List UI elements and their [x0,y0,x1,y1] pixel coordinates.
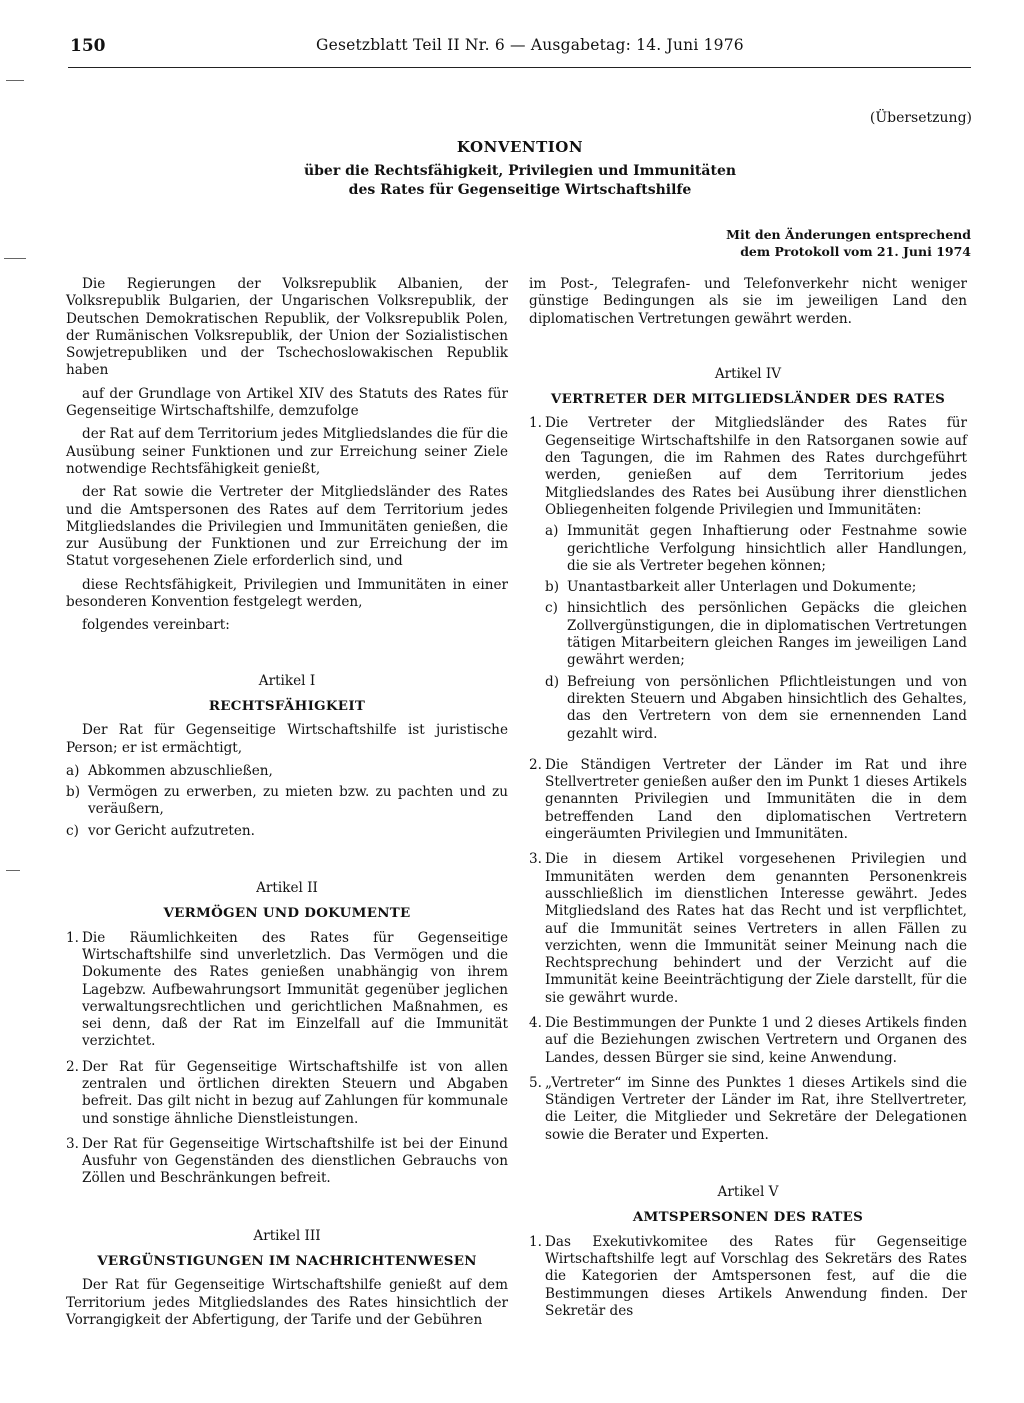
title-line-2: des Rates für Gegenseitige Wirtschaftshilfe [348,182,692,198]
margin-mark [6,80,24,81]
left-column [66,276,508,1335]
article-title: VERTRETER DER MITGLIEDSLÄNDER DES RATES [550,391,946,408]
preamble-paragraph: der Rat sowie die Vertreter der Mitgliedsländer des Rates und die Amtspersonen des Rates auf dem Territorium jedes Mitgliedslandes die Privilegien und Immunitäten genießen, die zur Ausübung der Funktionen und zur Erreichung der im Statut vorgesehenen Ziele erforderlich sind, und [66,484,508,570]
numbered-item: 3. Der Rat für Gegenseitige Wirtschaftshilfe ist bei der Einund Ausfuhr von Gegenständen des dienstlichen Gebrauchs von Zöllen und Beschränkungen befreit. [66,1135,508,1187]
list-item: a) Immunität gegen Inhaftierung oder Festnahme sowie gerichtliche Verfolgung hinsichtlich aller Handlungen, die sie als Vertreter begehen können; [545,523,967,574]
document-title [250,138,790,200]
article-number: Artikel I [258,672,316,689]
numbered-item: 4. Die Bestimmungen der Punkte 1 und 2 dieses Artikels finden auf die Beziehungen zwischen Vertretern und Organen des Landes, dessen Bürger sie sind, keine Anwendung. [529,1014,967,1066]
article-paragraph: Der Rat für Gegenseitige Wirtschaftshilfe genießt auf dem Territorium jedes Mitgliedslandes des Rates hinsichtlich der Vorrangigkeit der Abfertigung, der Tarife und der Gebühren [66,1277,508,1328]
amendment-note [726,226,971,260]
list-item: d) Befreiung von persönlichen Pflichtleistungen und von direkten Steuern und Abgaben hinsichtlich des Gehaltes, das den Vertretern von dem sie ernennenden Land gezahlt wird. [545,673,967,742]
article-number: Artikel II [256,880,318,897]
article-number: Artikel IV [714,365,782,382]
article-paragraph-continued: im Post-, Telegrafen- und Telefonverkehr nicht weniger günstige Bedingungen als sie im jeweiligen Land den diplomatischen Vertretungen gewährt werden. [529,276,967,327]
translation-note: (Übersetzung) [869,110,972,126]
list-item: b) Vermögen zu erwerben, zu mieten bzw. zu pachten und zu veräußern, [66,784,508,818]
numbered-item: 1. Die Vertreter der Mitgliedsländer des Rates für Gegenseitige Wirtschaftshilfe in den Ratsorganen sowie auf den Tagungen, die im Rahmen des Rates durchgeführt werden, genießen auf dem Territorium jedes Mitgliedslandes des Rates bei Ausübung ihrer dienstlichen Obliegenheiten folgende Privilegien und Immunitäten: a) Immunität gegen Inhaftierung oder Festnahme sowie gerichtliche Verfolgung hinsichtlich aller Handlungen, die sie als Vertreter begehen können; b) Unantastbarkeit aller Unterlagen und Dokumente; c) hinsichtlich des persönlichen Gepäcks die gleichen Zollvergünstigungen, die in diplomatischen Vertretungen tätigen Mitarbeitern gleichen Ranges im jeweiligen Land gewährt werden; d) Befreiung von persönlichen Pflichtleistungen und von direkten Steuern und Abgaben hinsichtlich des Gehaltes, das den Vertretern von dem sie ernennenden Land gezahlt wird. [529,415,967,742]
article-number: Artikel V [717,1184,779,1201]
list-item: b) Unantastbarkeit aller Unterlagen und Dokumente; [545,579,917,596]
list-item: a) Abkommen abzuschließen, [66,762,273,779]
title-line-1: über die Rechtsfähigkeit, Privilegien und Immunitäten [303,163,737,179]
list-item: c) vor Gericht aufzutreten. [66,822,255,839]
header-rule [68,67,971,68]
article-1-list [66,763,508,840]
numbered-item: 2. Die Ständigen Vertreter der Länder im Rat und ihre Stellvertreter genießen außer den im Punkt 1 dieses Artikels genannten Privilegien und Immunitäten die in dem betreffenden Land den diplomatischen Vertretern eingeräumten Privilegien und Immunitäten. [529,756,967,843]
amendment-line-1: Mit den Änderungen entsprechend [726,227,971,242]
article-title: RECHTSFÄHIGKEIT [208,697,366,714]
title-main: KONVENTION [456,138,584,156]
preamble-paragraph: Die Regierungen der Volksrepublik Albanien, der Volksrepublik Bulgarien, der Ungarischen Volksrepublik, der Deutschen Demokratischen Republik, der Volksrepublik Polen, der Rumänischen Volksrepublik, der Union der Sozialistischen Sowjetrepubliken und der Tschechoslowakischen Republik haben [66,276,508,379]
article-title: VERMÖGEN UND DOKUMENTE [163,905,411,922]
preamble-paragraph: diese Rechtsfähigkeit, Privilegien und Immunitäten in einer besonderen Konvention festgelegt werden, [66,576,508,611]
preamble-paragraph: auf der Grundlage von Artikel XIV des Statuts des Rates für Gegenseitige Wirtschaftshilfe, demzufolge [66,385,508,420]
article-number: Artikel III [253,1227,321,1244]
margin-mark [4,258,26,259]
numbered-item: 5. „Vertreter“ im Sinne des Punktes 1 dieses Artikels sind die Ständigen Vertreter der Länder im Rat, ihre Stellvertreter, die Leiter, die Mitglieder und Sekretäre der Delegationen sowie die Berater und Experten. [529,1074,967,1143]
numbered-item: 2. Der Rat für Gegenseitige Wirtschaftshilfe ist von allen zentralen und örtlichen direkten Steuern und Abgaben befreit. Das gilt nicht in bezug auf Zahlungen für kommunale und sonstige ähnliche Dienstleistungen. [66,1058,508,1127]
numbered-item: 1. Das Exekutivkomitee des Rates für Gegenseitige Wirtschaftshilfe legt auf Vorschlag des Sekretärs des Rates die Kategorien der Amtspersonen fest, auf die die Bestimmungen dieses Artikels Anwendung finden. Der Sekretär des [529,1233,967,1319]
preamble-paragraph: der Rat auf dem Territorium jedes Mitgliedslandes die für die Ausübung seiner Funktionen und zur Erreichung seiner Ziele notwendige Rechtsfähigkeit genießt, [66,426,508,477]
list-item: c) hinsichtlich des persönlichen Gepäcks die gleichen Zollvergünstigungen, die in diplomatischen Vertretungen tätigen Mitarbeitern gleichen Ranges im jeweiligen Land gewährt werden; [545,600,967,669]
article-title: AMTSPERSONEN DES RATES [632,1209,864,1226]
article-title: VERGÜNSTIGUNGEN IM NACHRICHTENWESEN [97,1253,477,1270]
running-header: Gesetzblatt Teil II Nr. 6 — Ausgabetag: 14. Juni 1976 [316,36,744,54]
page-number: 150 [70,36,106,56]
amendment-line-2: dem Protokoll vom 21. Juni 1974 [740,244,971,259]
preamble-paragraph: folgendes vereinbart: [82,617,230,634]
article-paragraph: Der Rat für Gegenseitige Wirtschaftshilfe ist juristische Person; er ist ermächtigt, [66,722,508,756]
article-4-sublist [545,523,967,743]
right-column [529,276,967,1328]
numbered-item: 1. Die Räumlichkeiten des Rates für Gegenseitige Wirtschaftshilfe sind unverletzlich. Das Vermögen und die Dokumente des Rates genießen unabhängig von ihrem Lagebzw. Aufbewahrungsort Immunität gegenüber jeglichen verwaltungsrechtlichen und gerichtlichen Maßnahmen, es sei denn, daß der Rat im Einzelfall auf die Immunität verzichtet. [66,929,508,1050]
numbered-item: 3. Die in diesem Artikel vorgesehenen Privilegien und Immunitäten werden dem genannten Personenkreis ausschließlich im dienstlichen Interesse gewährt. Jedes Mitgliedsland des Rates hat das Recht und ist verpflichtet, auf die Immunität seines Vertreters in allen Fällen zu verzichten, wenn die Immunität seiner Meinung nach die Rechtsprechung behindert und der Verzicht auf die Immunität keine Beeinträchtigung der Ziele darstellt, für die sie gewährt wurde. [529,851,967,1006]
margin-mark [6,870,20,871]
